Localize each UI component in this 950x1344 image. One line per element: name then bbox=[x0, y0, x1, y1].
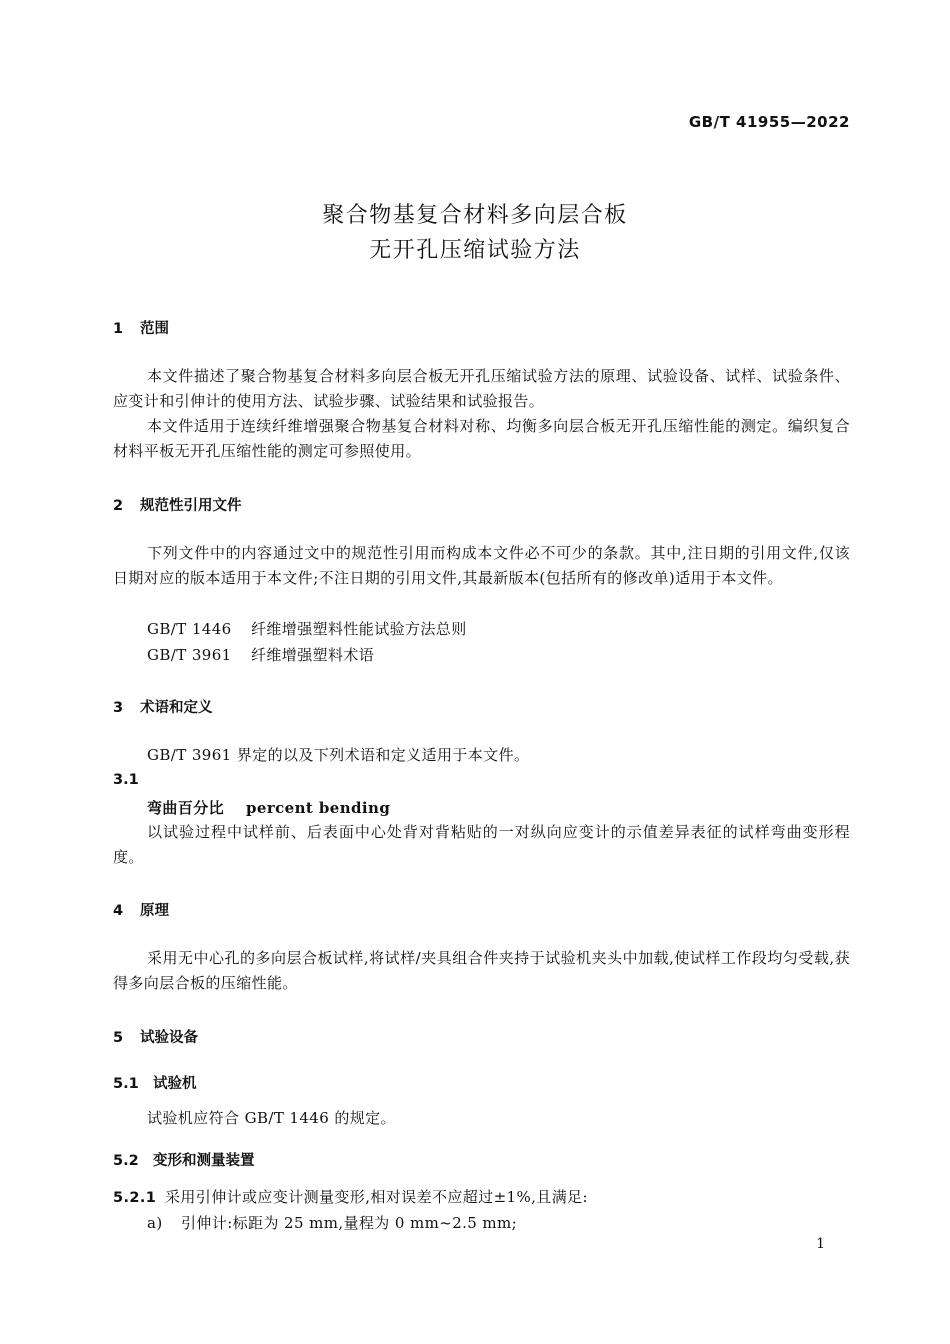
list-label: a) bbox=[147, 1214, 163, 1232]
section-2-paragraph-1: 下列文件中的内容通过文中的规范性引用而构成本文件必不可少的条款。其中,注日期的引用文件,仅该日期对应的版本适用于本文件;不注日期的引用文件,其最新版本(包括所有的修改单)适用于本文件。 bbox=[113, 544, 850, 587]
subsection-number: 5.2 bbox=[113, 1153, 139, 1169]
section-number: 2 bbox=[113, 498, 124, 514]
section-title: 原理 bbox=[140, 903, 169, 919]
section-4-paragraph-1: 采用无中心孔的多向层合板试样,将试样/夹具组合件夹持于试验机夹头中加载,使试样工作段均匀受载,获得多向层合板的压缩性能。 bbox=[113, 949, 850, 992]
subsection-5-1-paragraph: 试验机应符合 GB/T 1446 的规定。 bbox=[147, 1109, 396, 1127]
section-number: 4 bbox=[113, 903, 124, 919]
doc-title-line1: 聚合物基复合材料多向层合板 bbox=[322, 203, 628, 228]
section-title: 规范性引用文件 bbox=[140, 498, 242, 514]
clause-number: 5.2.1 bbox=[113, 1190, 157, 1206]
list-text: 引伸计:标距为 25 mm,量程为 0 mm~2.5 mm; bbox=[181, 1214, 518, 1232]
section-1-paragraph-1: 本文件描述了聚合物基复合材料多向层合板无开孔压缩试验方法的原理、试验设备、试样、试验条件、应变计和引伸计的使用方法、试验步骤、试验结果和试验报告。 bbox=[113, 367, 850, 410]
section-5-heading bbox=[113, 1026, 198, 1047]
term-entry bbox=[147, 797, 390, 818]
reference-title: 纤维增强塑料性能试验方法总则 bbox=[251, 620, 467, 638]
subsection-5-1-heading bbox=[113, 1072, 197, 1093]
term-chinese: 弯曲百分比 bbox=[147, 799, 225, 817]
section-number: 3 bbox=[113, 700, 124, 716]
section-1-paragraph-2: 本文件适用于连续纤维增强聚合物基复合材料对称、均衡多向层合板无开孔压缩性能的测定。编织复合材料平板无开孔压缩性能的测定可参照使用。 bbox=[113, 417, 850, 460]
section-number: 1 bbox=[113, 321, 124, 337]
page-number: 1 bbox=[816, 1236, 825, 1252]
clause-5-2-1 bbox=[113, 1186, 588, 1207]
term-english: percent bending bbox=[246, 799, 391, 817]
list-item-a bbox=[147, 1212, 517, 1233]
section-title: 试验设备 bbox=[140, 1030, 198, 1046]
subsection-title: 试验机 bbox=[153, 1076, 197, 1092]
doc-title-line2: 无开孔压缩试验方法 bbox=[369, 238, 581, 263]
subsection-number: 5.1 bbox=[113, 1076, 139, 1092]
clause-text: 采用引伸计或应变计测量变形,相对误差不应超过±1%,且满足: bbox=[165, 1188, 588, 1206]
section-number: 5 bbox=[113, 1030, 124, 1046]
reference-code: GB/T 3961 bbox=[147, 646, 232, 664]
section-1-heading bbox=[113, 317, 169, 338]
term-definition: 以试验过程中试样前、后表面中心处背对背粘贴的一对纵向应变计的示值差异表征的试样弯曲变形程度。 bbox=[113, 823, 850, 866]
section-2-heading bbox=[113, 494, 242, 515]
standard-code: GB/T 41955—2022 bbox=[688, 113, 850, 131]
section-3-paragraph-1: GB/T 3961 界定的以及下列术语和定义适用于本文件。 bbox=[147, 746, 530, 764]
subsection-5-2-heading bbox=[113, 1149, 255, 1170]
section-title: 术语和定义 bbox=[140, 700, 213, 716]
reference-code: GB/T 1446 bbox=[147, 620, 232, 638]
reference-item bbox=[147, 618, 467, 639]
section-3-heading bbox=[113, 696, 213, 717]
subsection-title: 变形和测量装置 bbox=[153, 1153, 255, 1169]
subsection-3-1-number: 3.1 bbox=[113, 772, 139, 788]
reference-title: 纤维增强塑料术语 bbox=[251, 646, 375, 664]
section-title: 范围 bbox=[140, 321, 169, 337]
reference-item bbox=[147, 644, 374, 665]
section-4-heading bbox=[113, 899, 169, 920]
